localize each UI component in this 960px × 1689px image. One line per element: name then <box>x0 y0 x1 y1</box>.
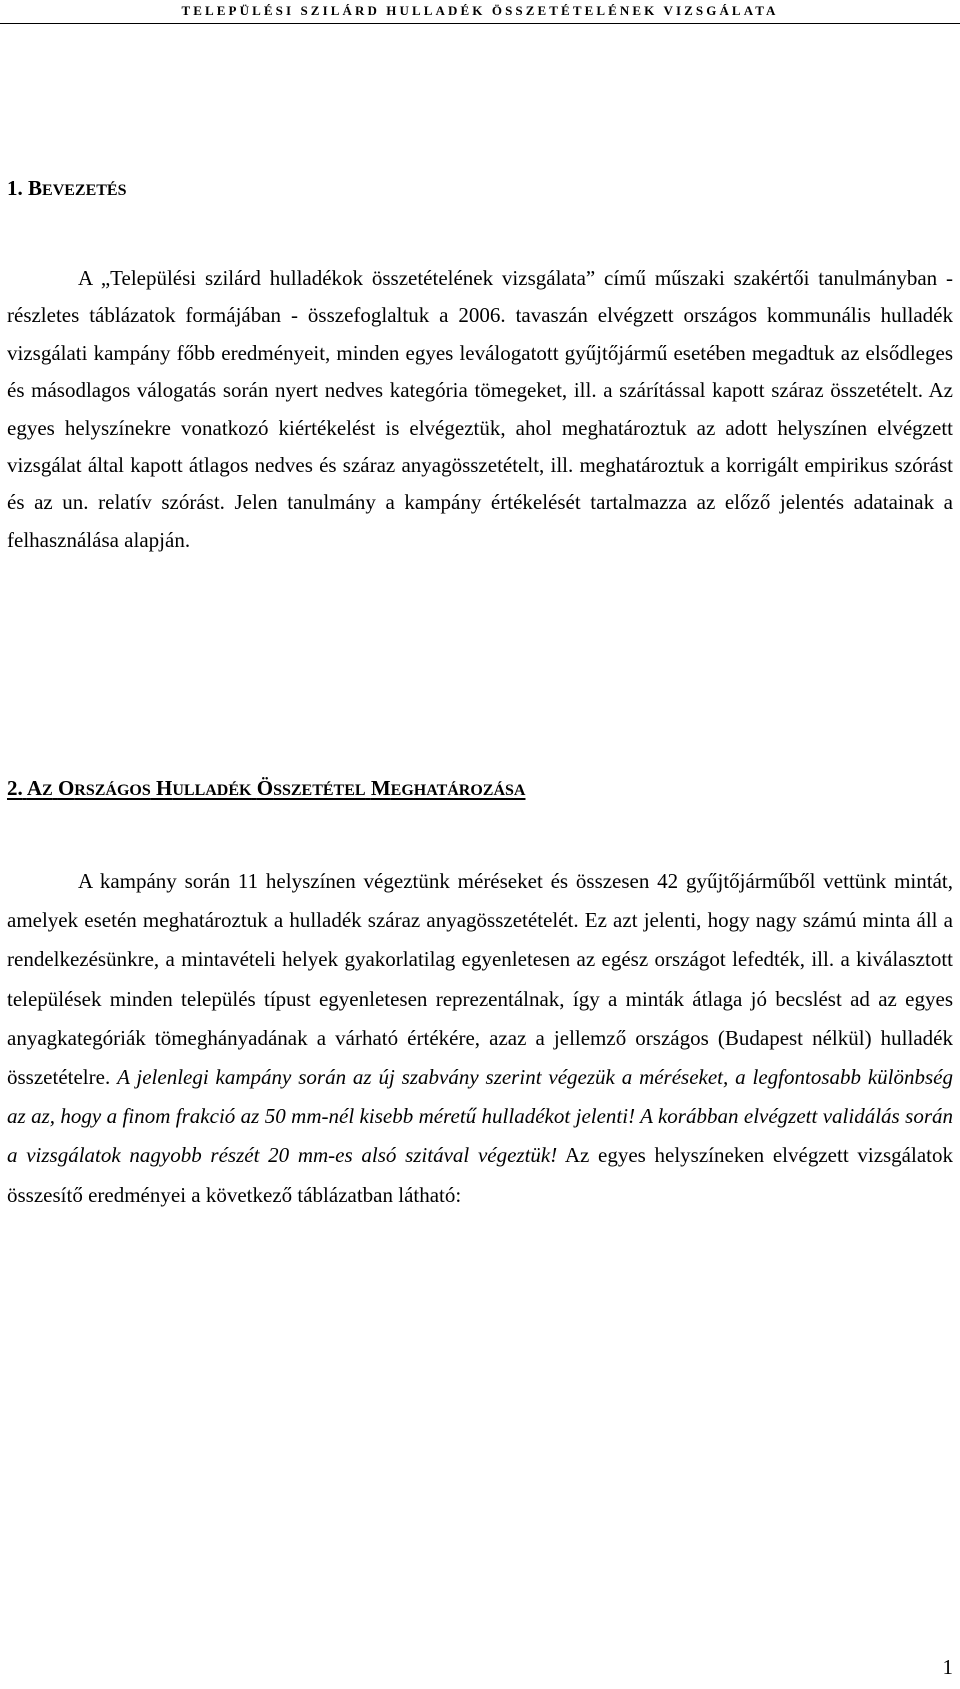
section-2-italic-note: A jelenlegi kampány során az új szabvány szerint végezük a méréseket, a legfontosabb különbség az az, hogy a finom frakció az 50 mm-nél kisebb méretű hulladékot jelenti! A korábban elvégzett validálás során a vizsgálatok nagyobb részét 20 mm-es alsó szitával végeztük! <box>7 1065 954 1168</box>
running-title: TELEPÜLÉSI SZILÁRD HULLADÉK ÖSSZETÉTELÉNEK VIZSGÁLATA <box>181 3 779 18</box>
section-2-heading <box>7 775 525 804</box>
section-2-title-word: HULLADÉK <box>156 776 252 800</box>
section-2-number: 2. <box>7 776 23 800</box>
section-2-title-word: ORSZÁGOS <box>57 776 151 800</box>
section-1-number: 1. <box>7 176 23 200</box>
section-1-heading <box>7 175 127 204</box>
section-2-text-outro: Az egyes helyszíneken elvégzett vizsgálatok összesítő eredményei a következő táblázatban látható: <box>7 1143 953 1207</box>
page-number: 1 <box>942 1655 953 1679</box>
section-2-paragraph <box>7 862 953 1215</box>
section-2-title-word: MEGHATÁROZÁSA <box>370 776 526 800</box>
section-2-title-word: AZ <box>26 776 53 800</box>
section-2-text-intro: A kampány során 11 helyszínen végeztünk méréseket és összesen 42 gyűjtőjárműből vettünk mintát, amelyek esetén meghatároztuk a hulladék száraz anyagösszetételét. Ez azt jelenti, hogy nagy számú minta áll a rendelkezésünkre, a mintavételi helyek gyakorlatilag egyenletesen az egész országot lefedték, ill. a kiválasztott települések minden település típust egyenletesen reprezentálnak, így a minták átlaga jó becslést ad az egyes anyagkategóriák tömeghányadának a várható értékére, azaz a jellemző országos (Budapest nélkül) hulladék összetételre. <box>7 869 953 1090</box>
section-1-title-initial: B <box>28 176 43 200</box>
running-header <box>0 0 960 20</box>
section-1-paragraph: A „Települési szilárd hulladékok összetételének vizsgálata” című műszaki szakértői tanulmányban - részletes táblázatok formájában - összefoglaltuk a 2006. tavaszán elvégzett országos kommunális hulladék vizsgálati kampány főbb eredményeit, minden egyes leválogatott gyűjtőjármű esetében megadtuk az elsődleges és másodlagos válogatás során nyert nedves kategória tömegeket, ill. a szárítással kapott száraz összetételt. Az egyes helyszínekre vonatkozó kiértékelést is elvégeztük, ahol meghatároztuk az adott helyszínen elvégzett vizsgálat által kapott átlagos nedves és száraz anyagösszetételt, ill. meghatároztuk a korrigált empirikus szórást és az un. relatív szórást. Jelen tanulmány a kampány értékelését tartalmazza az előző jelentés adatainak a felhasználása alapján. <box>7 266 953 552</box>
section-2-title-word: ÖSSZETÉTEL <box>256 776 366 800</box>
section-1-title-rest: EVEZETÉS <box>42 182 127 199</box>
header-rule <box>0 23 960 24</box>
